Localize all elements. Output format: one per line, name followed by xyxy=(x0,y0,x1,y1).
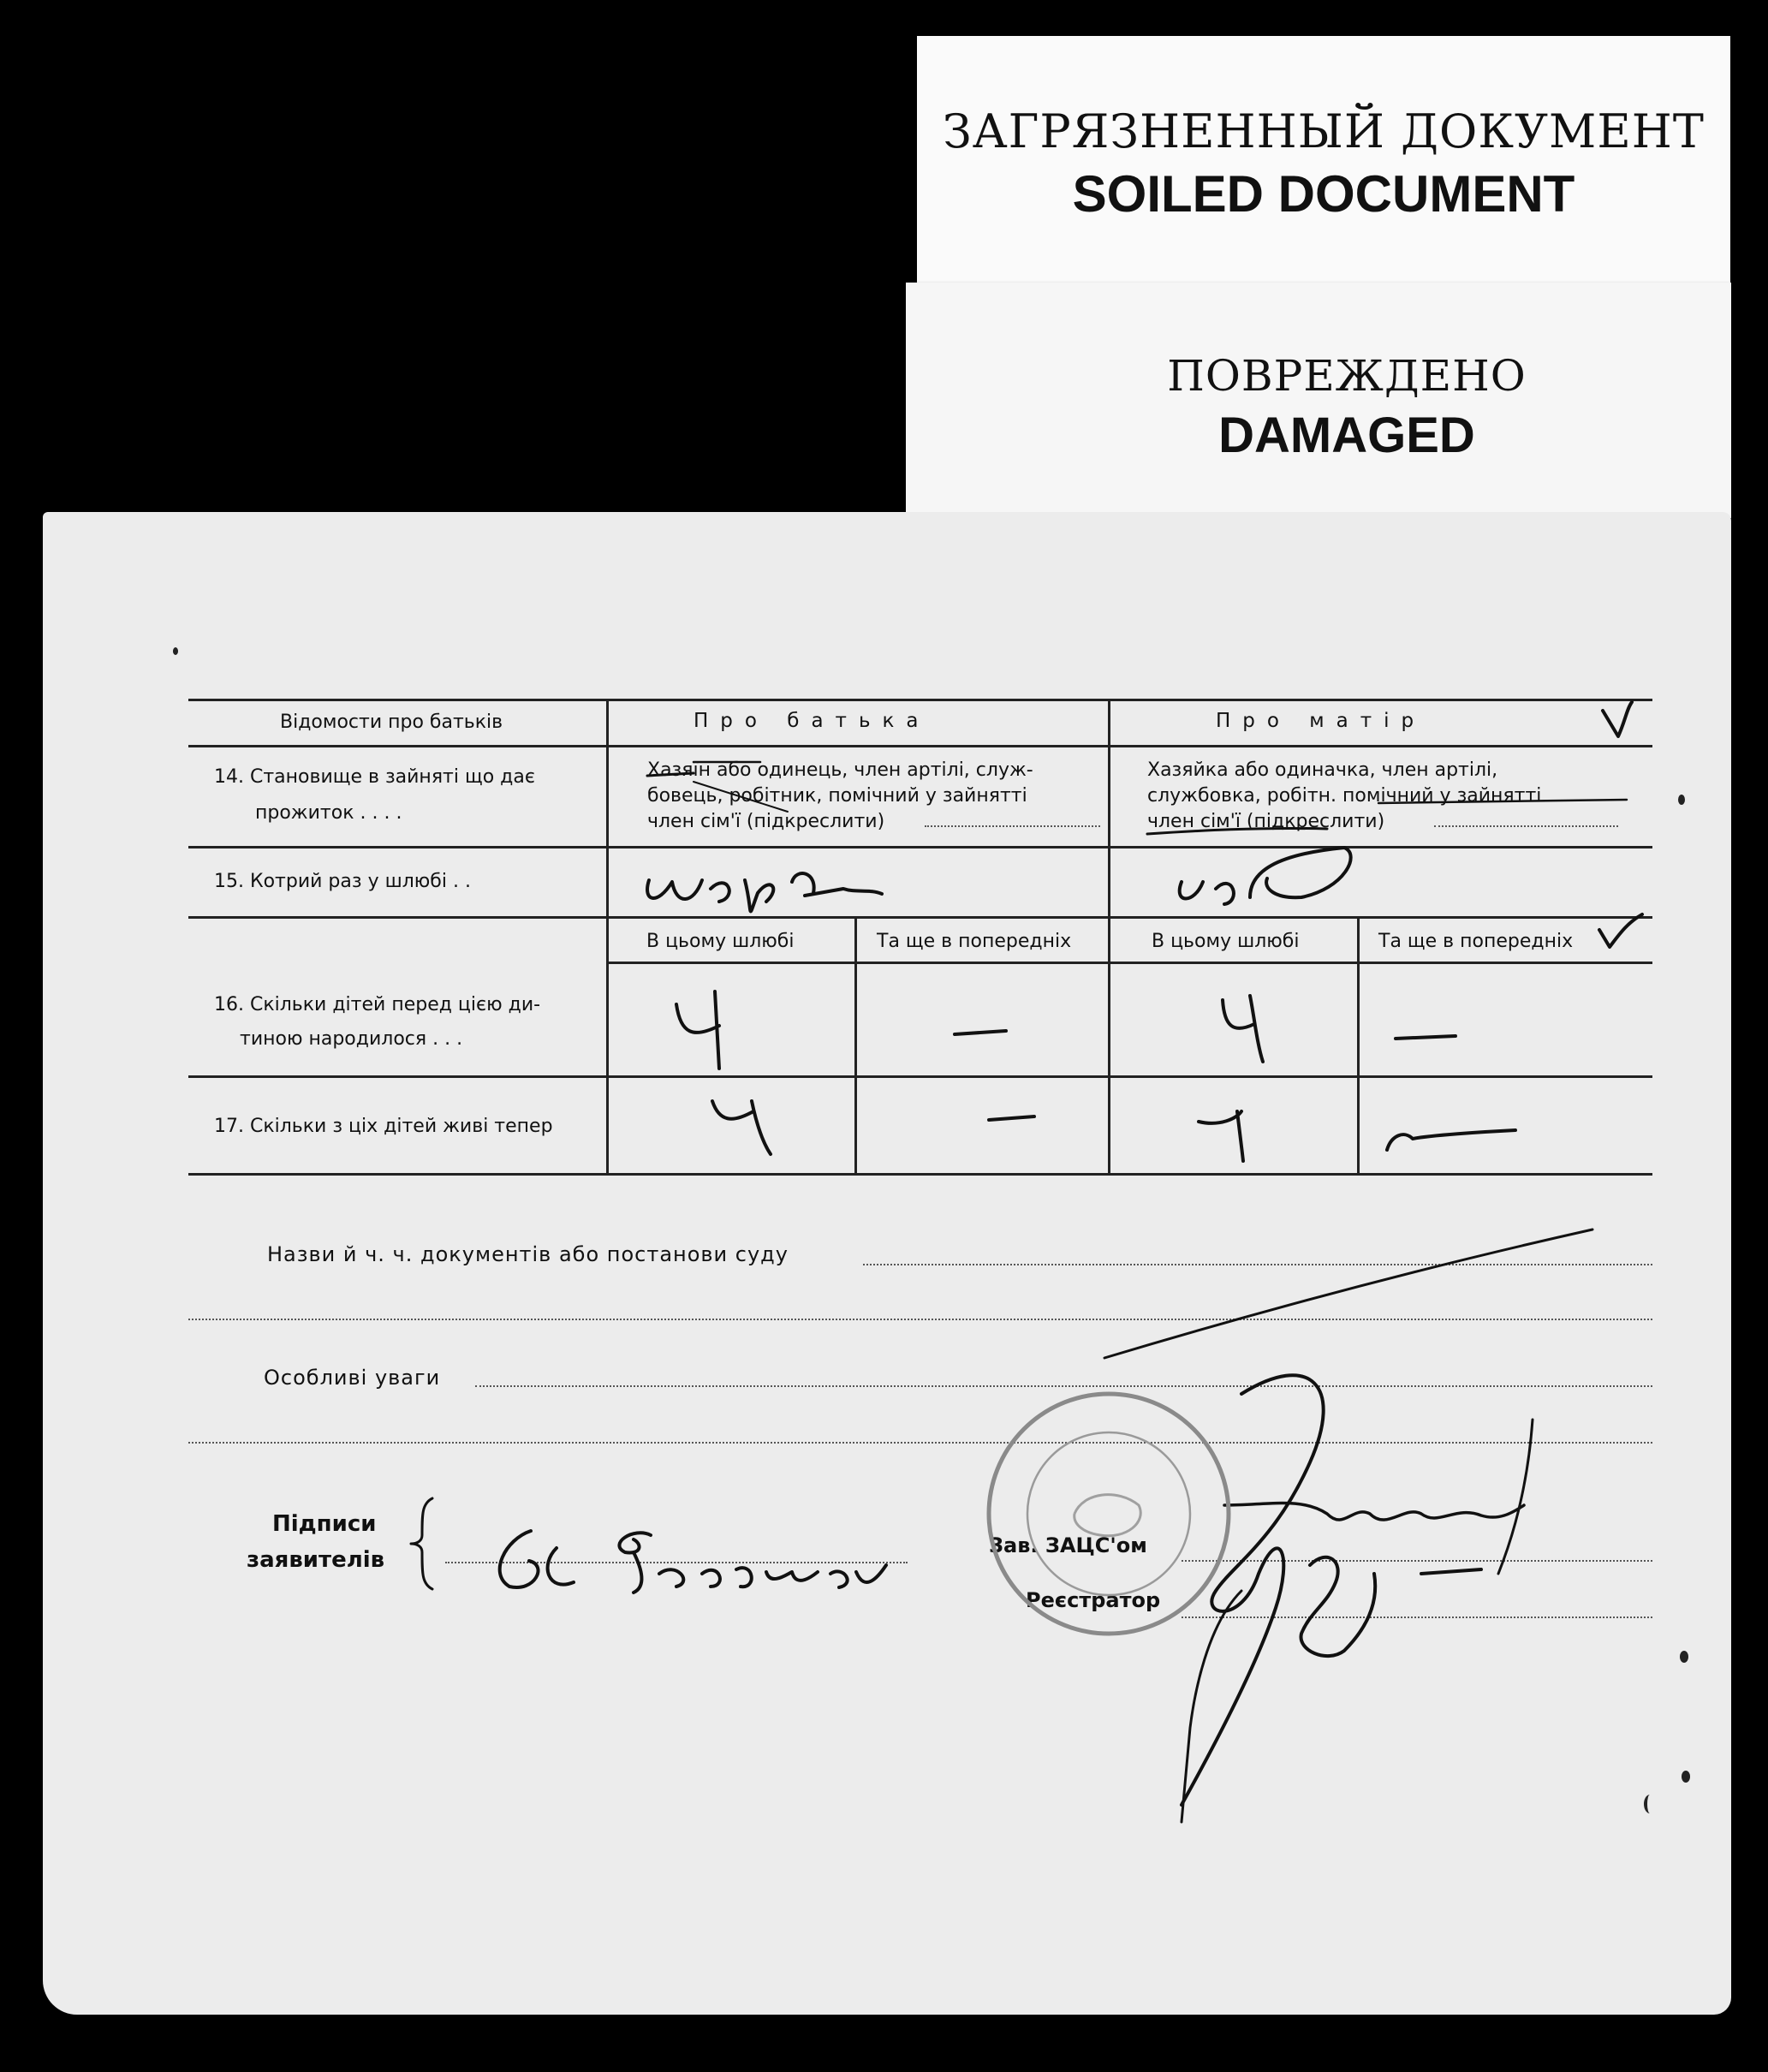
row16-label-line2: тиною народилося . . . xyxy=(240,1028,463,1050)
registrar-label: Реєстратор xyxy=(1026,1588,1161,1612)
damaged-document-label xyxy=(906,283,1731,518)
soiled-document-label xyxy=(917,36,1730,310)
header-father: Про батька xyxy=(694,710,931,732)
documents-label: Назви й ч. ч. документів або постанови суду xyxy=(267,1242,789,1266)
subheader-mother-previous: Та ще в попередніх xyxy=(1378,931,1574,952)
row14-father-line3: член сім'ї (підкреслити) xyxy=(647,811,885,832)
row14-mother-line1: Хазяйка або одиначка, член артілі, xyxy=(1147,759,1498,781)
punch-mark xyxy=(1644,1795,1656,1813)
row15-label: 15. Котрий раз у шлюбі . . xyxy=(214,871,471,892)
remarks-label: Особливі уваги xyxy=(264,1366,441,1390)
subheader-father-this: В цьому шлюбі xyxy=(646,931,795,952)
soiled-label-ru: ЗАГРЯЗНЕННЫЙ ДОКУМЕНТ xyxy=(943,104,1705,158)
subheader-father-previous: Та ще в попередніх xyxy=(877,931,1072,952)
damaged-label-ru: ПОВРЕЖДЕНО xyxy=(1167,351,1527,401)
signatures-label-line2: заявителів xyxy=(247,1547,385,1573)
row14-father-line1: Хазяїн або одинець, член артілі, служ- xyxy=(647,759,1033,781)
punch-hole xyxy=(1680,1651,1688,1663)
header-mother: Про матір xyxy=(1216,710,1426,732)
signatures-label-line1: Підписи xyxy=(272,1511,377,1537)
speck xyxy=(173,647,178,655)
head-label: Зав. ЗАЦС'ом xyxy=(989,1533,1147,1557)
soiled-label-en: SOILED DOCUMENT xyxy=(1072,165,1575,223)
row14-label-line2: прожиток . . . . xyxy=(255,802,402,824)
punch-hole xyxy=(1682,1771,1690,1783)
row17-label: 17. Скільки з ціх дітей живі тепер xyxy=(214,1116,553,1137)
punch-hole xyxy=(1678,795,1685,805)
row14-mother-line2: службовка, робітн. помічний у зайнятті xyxy=(1147,785,1542,807)
row14-father-line2: бовець, робітник, помічний у зайнятті xyxy=(647,785,1027,807)
handwriting-layer xyxy=(43,512,1731,2015)
damaged-label-en: DAMAGED xyxy=(1218,408,1475,463)
header-col-label: Відомости про батьків xyxy=(280,712,503,733)
row14-label-line1: 14. Становище в зайняті що дає xyxy=(214,766,535,788)
form-sheet xyxy=(43,512,1731,2015)
row14-mother-line3: член сім'ї (підкреслити) xyxy=(1147,811,1385,832)
official-stamp-seal xyxy=(980,1385,1237,1642)
subheader-mother-this: В цьому шлюбі xyxy=(1152,931,1300,952)
row16-label-line1: 16. Скільки дітей перед цією ди- xyxy=(214,994,541,1015)
